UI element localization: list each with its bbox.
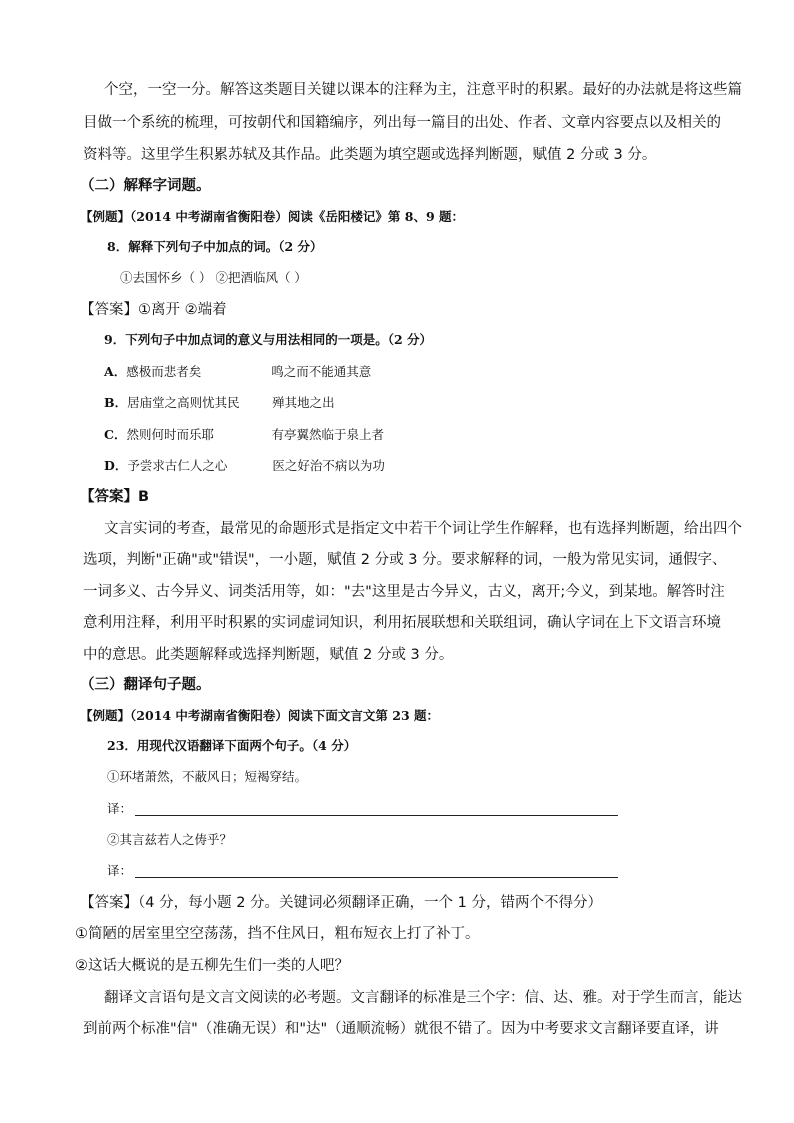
paragraph-line: 个空，一空一分。解答这类题目关键以课本的注释为主，注意平时的积累。最好的办法就是将这些篇 [104, 82, 742, 98]
option-a: A．感极而悲者矣 鸣之而不能通其意 [104, 364, 372, 379]
question-8-title: 8．解释下列句子中加点的词。（2 分） [107, 239, 323, 254]
question-23-title: 23．用现代汉语翻译下面两个句子。（4 分） [107, 738, 357, 753]
question-23-sentence-2: ②其言兹若人之俦乎？ [107, 832, 233, 847]
paragraph-line: 选项，判断"正确"或"错误"，一小题，赋值 2 分或 3 分。要求解释的词，一般为常见实词，通假字、 [83, 552, 727, 568]
paragraph-line: 一词多义、古今异义、词类活用等，如："去"这里是古今异义，古义，离开;今义，到某地。解答时注 [83, 584, 725, 600]
example-heading: 【例题】（2014 中考湖南省衡阳卷）阅读《岳阳楼记》第 8、9 题： [80, 209, 464, 224]
answer-line: ①简陋的居室里空空荡荡，挡不住风日，粗布短衣上打了补丁。 [75, 926, 480, 942]
paragraph-line: 到前两个标准"信"（准确无误）和"达"（通顺流畅）就很不错了。因为中考要求文言翻译要直译，讲 [83, 1021, 719, 1037]
answer-line: ②这话大概说的是五柳先生们一类的人吧？ [75, 958, 349, 974]
section-heading: （二）解释字词题。 [80, 178, 211, 194]
paragraph-line: 中的意思。此类题解释或选择判断题，赋值 2 分或 3 分。 [83, 647, 454, 663]
question-9-answer: 【答案】B [80, 489, 150, 505]
option-b: B．居庙堂之高则忧其民 殚其地之出 [104, 395, 335, 410]
paragraph-line: 意利用注释，利用平时积累的实词虚词知识，利用拓展联想和关联组词，确认字词在上下文语言环境 [83, 615, 721, 631]
answer-heading: 【答案】（4 分，每小题 2 分。关键词必须翻译正确，一个 1 分，错两个不得分） [80, 895, 602, 911]
answer-blank-line[interactable] [135, 815, 618, 816]
translation-label: 译： [107, 801, 133, 816]
paragraph-line: 目做一个系统的梳理，可按朝代和国籍编序，列出每一篇目的出处、作者、文章内容要点以及相关的 [83, 115, 721, 131]
option-c: C．然则何时而乐耶 有亭翼然临于泉上者 [104, 427, 384, 442]
translation-label: 译： [107, 863, 133, 878]
question-9-title: 9．下列句子中加点词的意义与用法相同的一项是。（2 分） [104, 332, 432, 347]
paragraph-line: 文言实词的考查，最常见的命题形式是指定文中若干个词让学生作解释，也有选择判断题，给出四个 [104, 521, 742, 537]
section-heading: （三）翻译句子题。 [80, 677, 211, 693]
example-heading: 【例题】（2014 中考湖南省衡阳卷）阅读下面文言文第 23 题： [80, 708, 439, 723]
option-d: D．予尝求古仁人之心 医之好治不病以为功 [104, 458, 385, 473]
question-8-items: ①去国怀乡（ ） ②把酒临风（ ） [120, 270, 307, 285]
question-8-answer: 【答案】①离开 ②端着 [80, 302, 227, 318]
answer-blank-line[interactable] [135, 877, 618, 878]
question-23-sentence-1: ①环堵萧然，不蔽风日；短褐穿结。 [107, 769, 308, 784]
paragraph-line: 翻译文言语句是文言文阅读的必考题。文言翻译的标准是三个字：信、达、雅。对于学生而言，能达 [104, 990, 742, 1006]
paragraph-line: 资料等。这里学生积累苏轼及其作品。此类题为填空题或选择判断题，赋值 2 分或 3 分。 [83, 147, 657, 163]
